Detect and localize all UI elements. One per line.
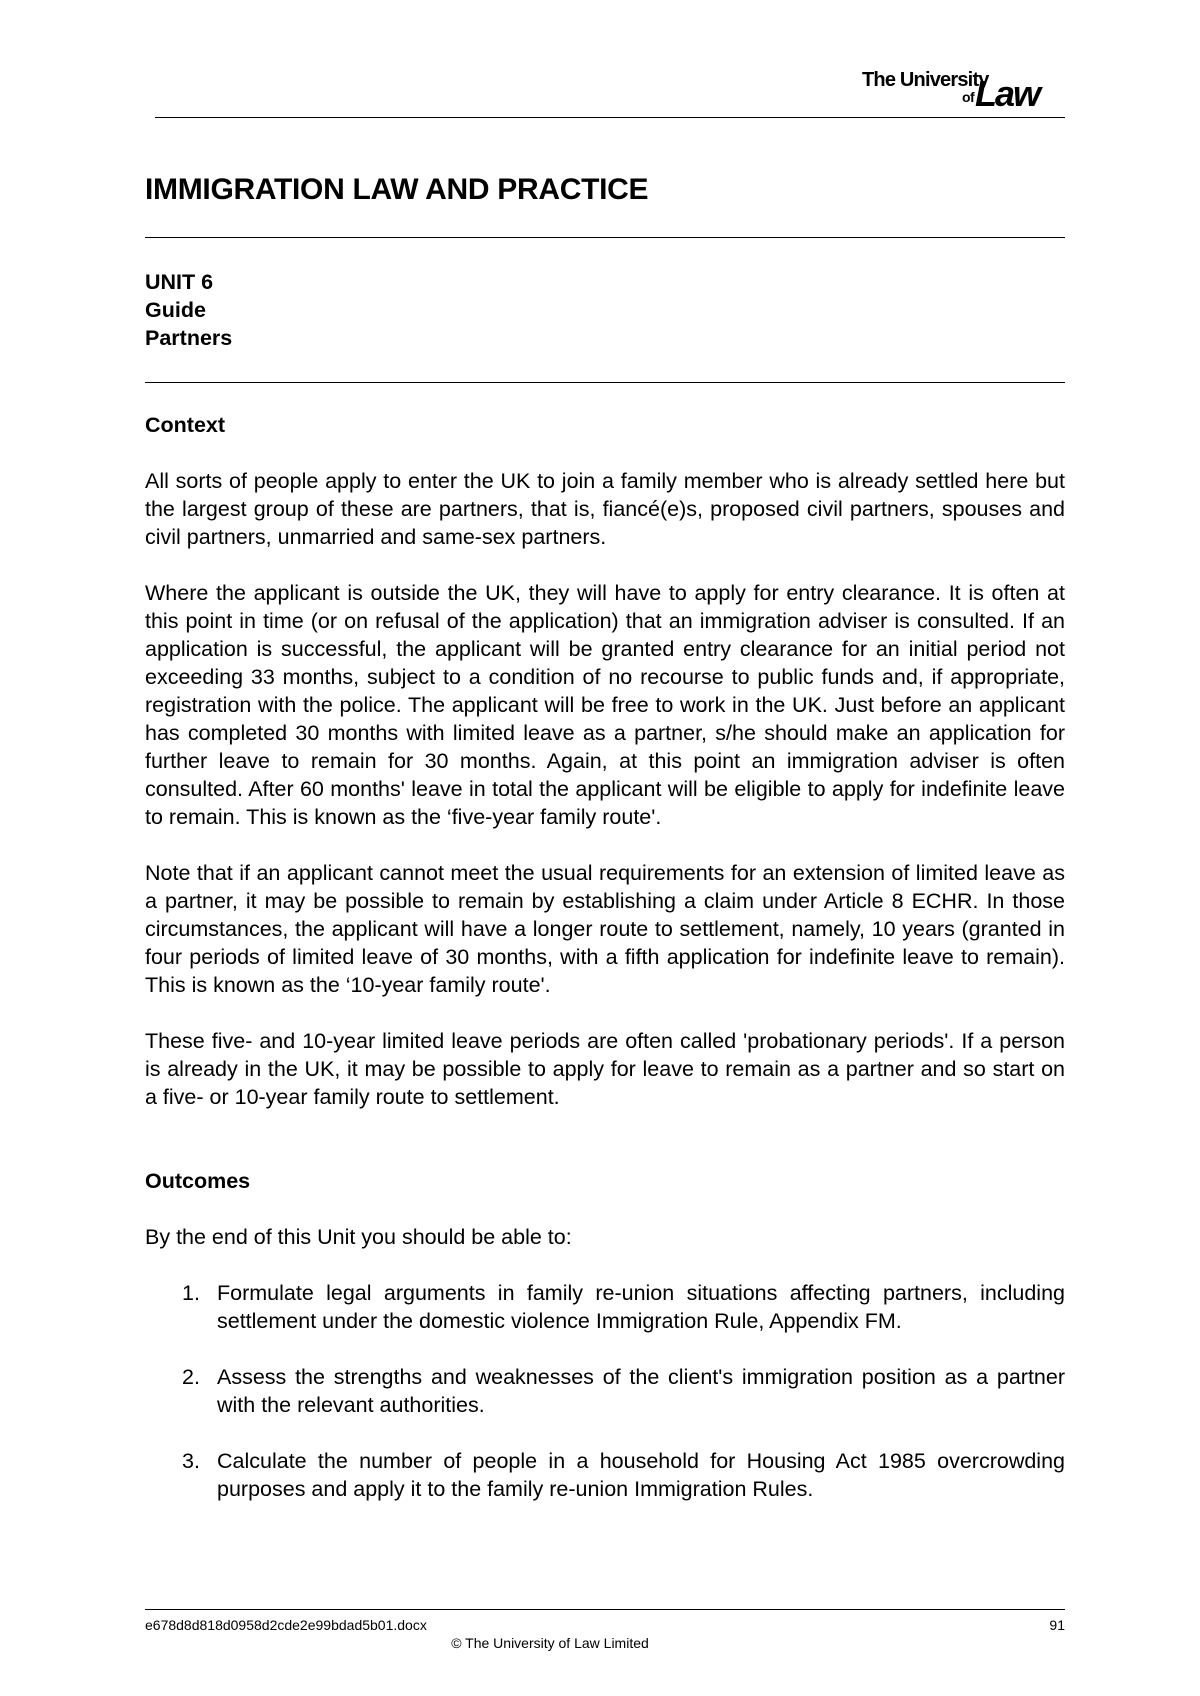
document-title: IMMIGRATION LAW AND PRACTICE — [145, 173, 649, 206]
outcome-number: 2. — [182, 1365, 200, 1389]
footer-page-number: 91 — [1049, 1617, 1065, 1633]
outcome-item — [145, 1447, 1065, 1503]
unit-info — [145, 268, 232, 352]
outcomes-list — [145, 1279, 1065, 1503]
logo-the-university-text: The University — [862, 69, 989, 91]
context-paragraph: All sorts of people apply to enter the UK to join a family member who is already settled here but the largest group of these are partners, that is, fiancé(e)s, proposed civil partners, spouses and civil partners, unmarried and same-sex partners. — [145, 469, 1065, 549]
context-paragraph: Note that if an applicant cannot meet the usual requirements for an extension of limited leave as a partner, it may be possible to remain by establishing a claim under Article 8 ECHR. In those circumstances, the applicant will have a longer route to settlement, namely, 10 years (granted in four periods of limited leave of 30 months, with a fifth application for indefinite leave to remain). This is known as the ‘10-year family route'. — [145, 861, 1065, 997]
context-paragraph: Where the applicant is outside the UK, they will have to apply for entry clearance. It is often at this point in time (or on refusal of the application) that an immigration adviser is consulted. If an application is successful, the applicant will be granted entry clearance for an initial period not exceeding 33 months, subject to a condition of no recourse to public funds and, if appropriate, registration with the police. The applicant will be free to work in the UK. Just before an applicant has completed 30 months with limited leave as a partner, s/he should make an application for further leave to remain for 30 months. Again, at this point an immigration adviser is often consulted. After 60 months' leave in total the applicant will be eligible to apply for indefinite leave to remain. This is known as the ‘five-year family route'. — [145, 581, 1065, 829]
context-heading: Context — [145, 413, 226, 437]
outcome-item — [145, 1279, 1065, 1335]
outcome-text: Assess the strengths and weaknesses of the client's immigration position as a partner with the relevant authorities. — [217, 1365, 1065, 1417]
unit-topic: Partners — [145, 326, 233, 350]
logo-law-text: Law — [975, 73, 1040, 114]
footer-rule — [145, 1609, 1065, 1610]
title-divider — [145, 237, 1065, 238]
logo-of-text: of — [962, 89, 975, 105]
unit-type: Guide — [145, 298, 206, 322]
unit-divider — [145, 382, 1065, 383]
university-of-law-logo — [862, 70, 1062, 118]
outcome-number: 3. — [182, 1449, 200, 1473]
header-rule — [155, 117, 1065, 118]
footer-filename: e678d8d818d0958d2cde2e99bdad5b01.docx — [145, 1617, 427, 1633]
document-body — [145, 411, 1065, 1531]
context-paragraph: These five- and 10-year limited leave periods are often called 'probationary periods'. If a person is already in the UK, it may be possible to apply for leave to remain as a partner and so start on a five- or 10-year family route to settlement. — [145, 1029, 1065, 1109]
outcome-text: Calculate the number of people in a household for Housing Act 1985 overcrowding purposes and apply it to the family re-union Immigration Rules. — [217, 1449, 1065, 1501]
outcome-number: 1. — [182, 1281, 200, 1305]
section-spacer — [145, 1139, 1065, 1167]
unit-number: UNIT 6 — [145, 270, 214, 294]
outcome-item — [145, 1363, 1065, 1419]
footer-copyright: © The University of Law Limited — [451, 1635, 649, 1651]
outcomes-intro: By the end of this Unit you should be able to: — [145, 1225, 572, 1249]
outcomes-heading: Outcomes — [145, 1169, 251, 1193]
outcome-text: Formulate legal arguments in family re-union situations affecting partners, including settlement under the domestic violence Immigration Rule, Appendix FM. — [217, 1281, 1065, 1333]
